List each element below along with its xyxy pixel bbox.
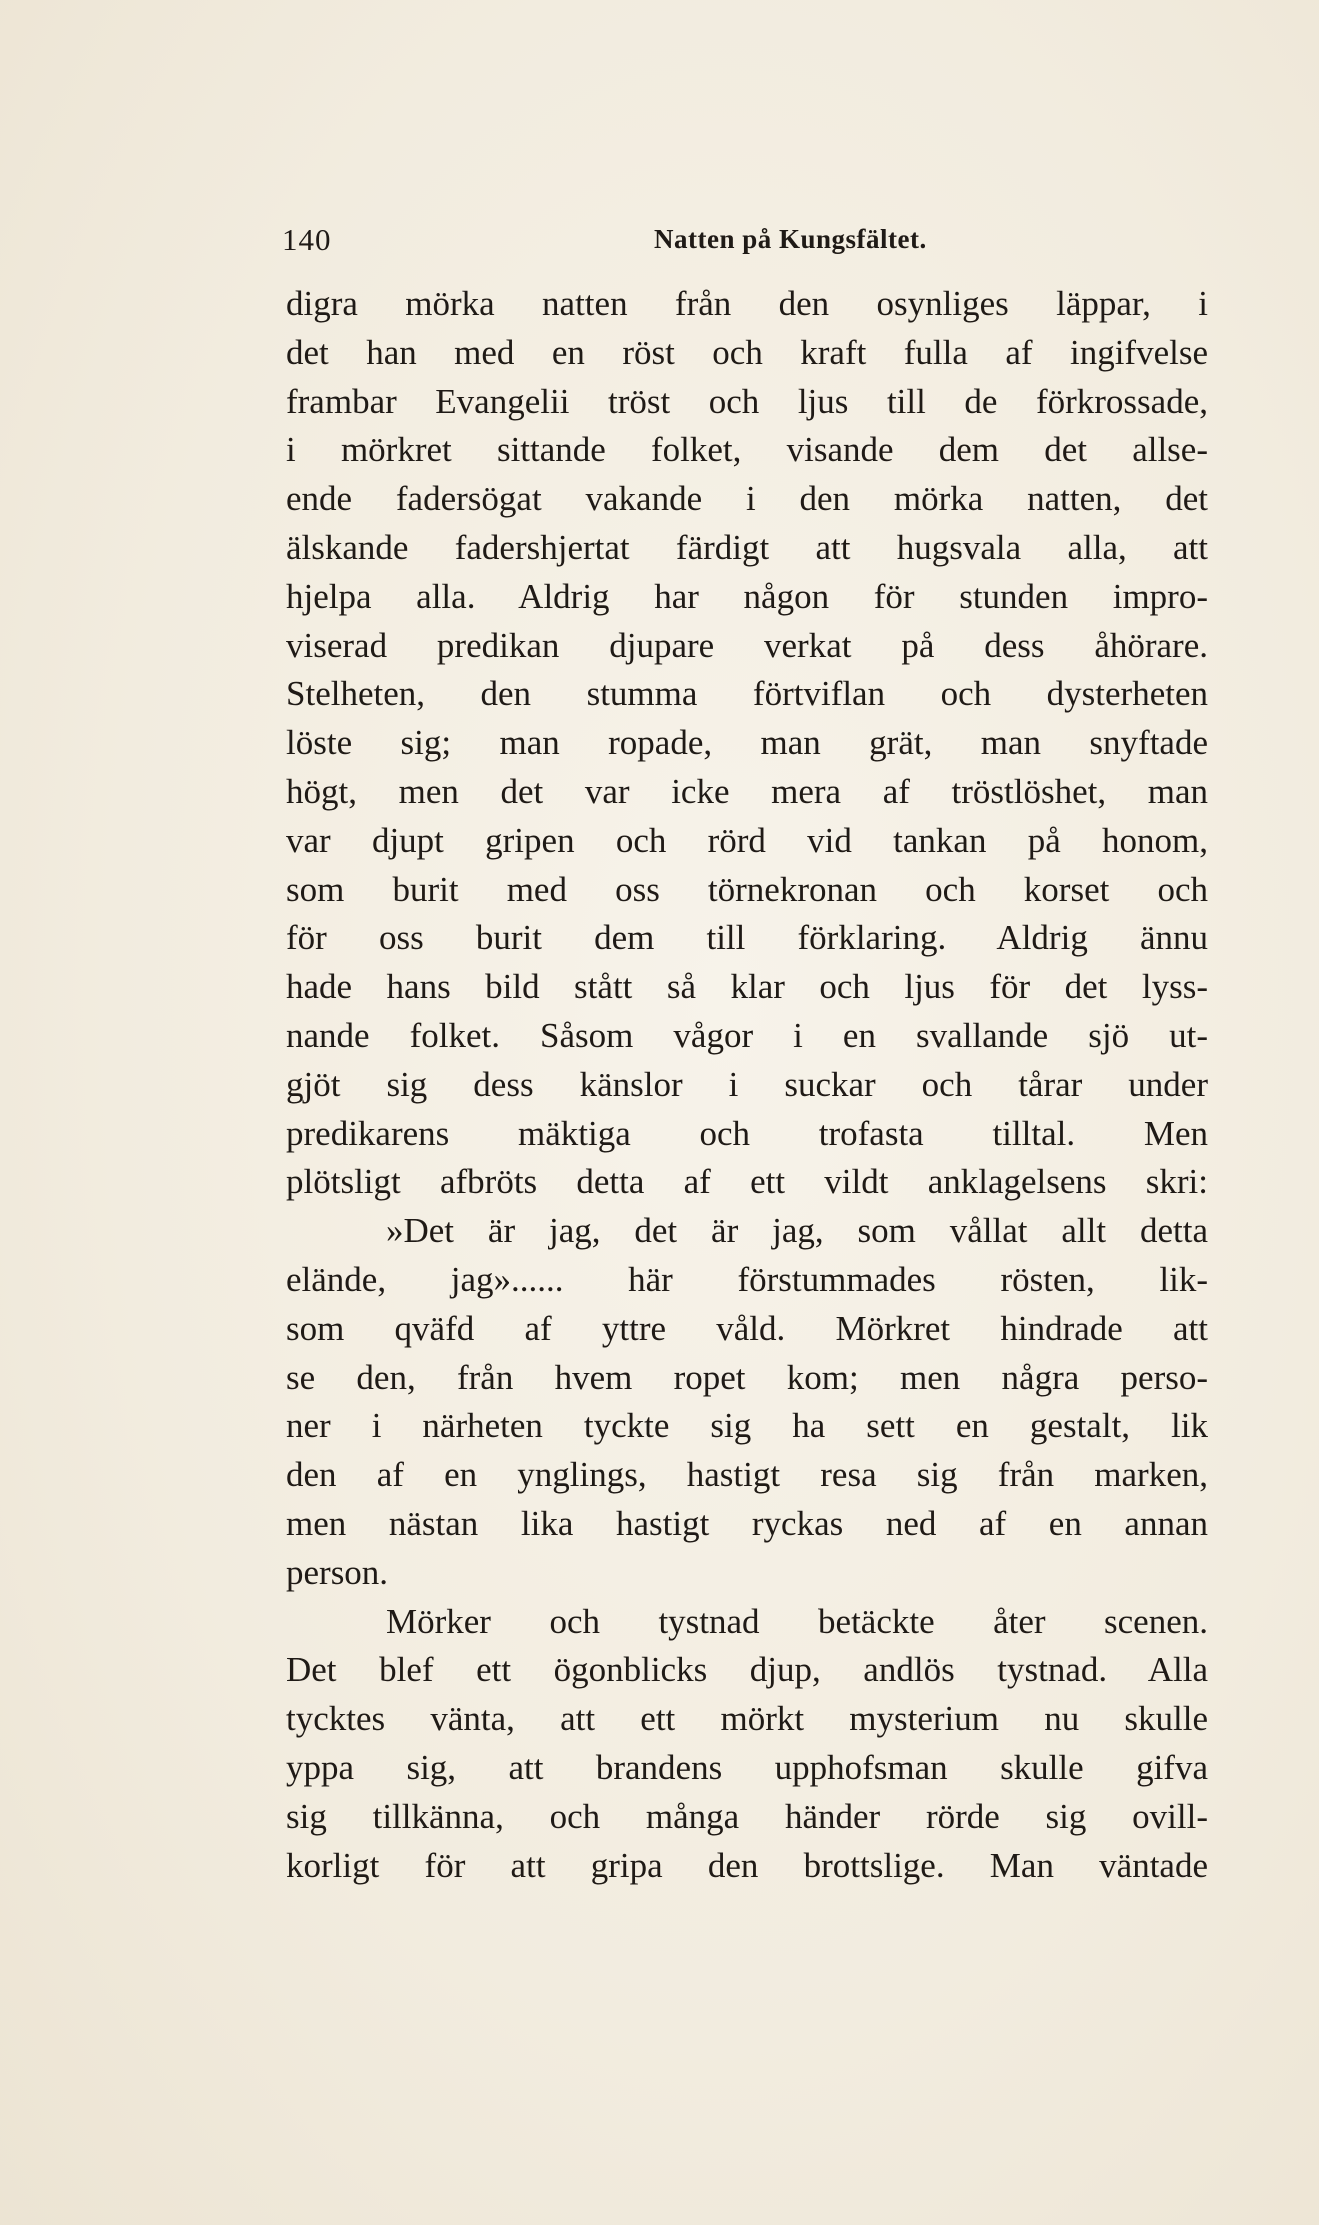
text-line: det han med en röst och kraft fulla af ingifvelse xyxy=(286,332,1208,372)
text-line: som burit med oss törnekronan och korset och xyxy=(286,869,1208,909)
text-line: person. xyxy=(286,1552,389,1592)
text-line: se den, från hvem ropet kom; men några perso- xyxy=(286,1357,1208,1397)
text-line: hade hans bild stått så klar och ljus för det lyss- xyxy=(286,967,1208,1007)
page-header xyxy=(282,222,1207,262)
text-line: den af en ynglings, hastigt resa sig från marken, xyxy=(286,1455,1208,1495)
text-line: frambar Evangelii tröst och ljus till de förkrossade, xyxy=(286,381,1208,421)
text-line: predikarens mäktiga och trofasta tilltal. Men xyxy=(286,1113,1208,1153)
page-number: 140 xyxy=(282,222,332,257)
text-line: som qväfd af yttre våld. Mörkret hindrade att xyxy=(286,1308,1208,1348)
text-line: ende fadersögat vakande i den mörka natten, det xyxy=(286,479,1208,519)
text-line: sig tillkänna, och många händer rörde sig ovill- xyxy=(286,1796,1208,1836)
text-line: plötsligt afbröts detta af ett vildt anklagelsens skri: xyxy=(286,1162,1208,1202)
text-line: för oss burit dem till förklaring. Aldrig ännu xyxy=(286,918,1208,958)
text-line: men nästan lika hastigt ryckas ned af en annan xyxy=(286,1503,1208,1543)
text-line: ner i närheten tyckte sig ha sett en gestalt, lik xyxy=(286,1406,1208,1446)
text-line: hjelpa alla. Aldrig har någon för stunden impro- xyxy=(286,576,1208,616)
text-line: älskande fadershjertat färdigt att hugsvala alla, att xyxy=(286,527,1208,567)
text-line: tycktes vänta, att ett mörkt mysterium nu skulle xyxy=(286,1699,1208,1739)
text-line: elände, jag»...... här förstummades rösten, lik- xyxy=(286,1259,1208,1299)
body-text xyxy=(286,280,1208,1890)
text-line: löste sig; man ropade, man grät, man snyftade xyxy=(286,723,1208,763)
text-line: yppa sig, att brandens upphofsman skulle gifva xyxy=(286,1747,1208,1787)
text-line: gjöt sig dess känslor i suckar och tårar under xyxy=(286,1064,1208,1104)
text-line: Stelheten, den stumma förtviflan och dysterheten xyxy=(286,674,1208,714)
text-line: Mörker och tystnad betäckte åter scenen. xyxy=(386,1601,1208,1641)
text-line: korligt för att gripa den brottslige. Man väntade xyxy=(286,1845,1208,1885)
text-line: nande folket. Såsom vågor i en svallande sjö ut- xyxy=(286,1015,1208,1055)
text-line: viserad predikan djupare verkat på dess åhörare. xyxy=(286,625,1208,665)
text-line: var djupt gripen och rörd vid tankan på honom, xyxy=(286,820,1208,860)
text-line: Det blef ett ögonblicks djup, andlös tystnad. Alla xyxy=(286,1650,1208,1690)
text-line: i mörkret sittande folket, visande dem det allse- xyxy=(286,430,1208,470)
text-line: högt, men det var icke mera af tröstlöshet, man xyxy=(286,771,1208,811)
text-line: digra mörka natten från den osynliges läppar, i xyxy=(286,284,1208,323)
text-line: »Det är jag, det är jag, som vållat allt detta xyxy=(386,1211,1208,1251)
running-title: Natten på Kungsfältet. xyxy=(654,224,927,254)
